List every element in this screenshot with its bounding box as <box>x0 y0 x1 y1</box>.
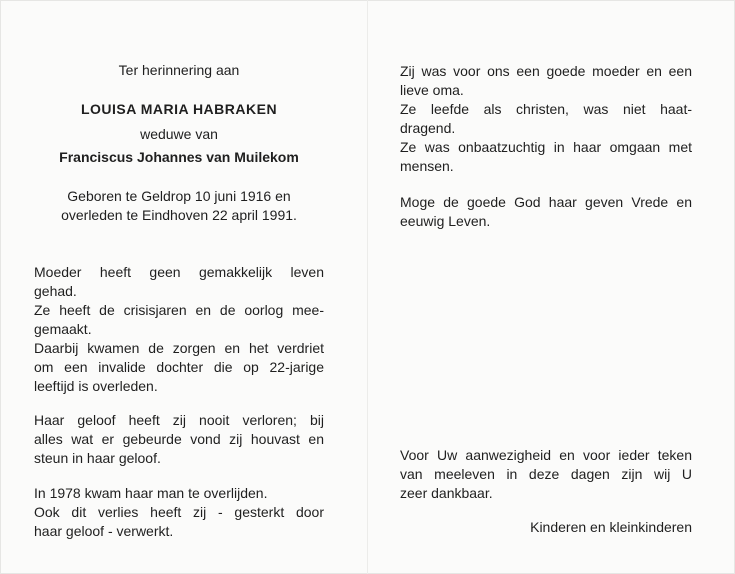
text-line: dragend. <box>400 120 456 136</box>
text-line: van meeleven in deze dagen zijn wij U <box>400 466 692 482</box>
text-line: eeuwig Leven. <box>400 213 491 229</box>
paragraph-thanks <box>400 446 692 503</box>
widow-of-label: weduwe van <box>140 126 218 142</box>
text-line: Moge de goede God haar geven Vrede en <box>400 194 692 210</box>
text-line: Ze heeft de crisisjaren en de oorlog mee- <box>34 302 324 318</box>
birth-line: Geboren te Geldrop 10 juni 1916 en <box>67 188 291 204</box>
card-fold <box>367 0 368 574</box>
signature: Kinderen en kleinkinderen <box>530 519 692 535</box>
paragraph-mother <box>400 62 692 176</box>
text-line: mensen. <box>400 158 454 174</box>
text-line: gehad. <box>34 283 77 299</box>
text-line: steun in haar geloof. <box>34 450 161 466</box>
right-page <box>400 0 692 574</box>
paragraph-faith <box>34 411 324 468</box>
text-line: Ze was onbaatzuchtig in haar omgaan met <box>400 139 692 155</box>
text-line: Voor Uw aanwezigheid en voor ieder teken <box>400 447 692 463</box>
text-line: Zij was voor ons een goede moeder en een <box>400 63 692 79</box>
text-line: Moeder heeft geen gemakkelijk leven <box>34 264 324 280</box>
husband-name: Franciscus Johannes van Muilekom <box>59 149 299 165</box>
text-line: Ze leefde als christen, was niet haat- <box>400 101 692 117</box>
death-line: overleden te Eindhoven 22 april 1991. <box>61 207 297 223</box>
text-line: Haar geloof heeft zij nooit verloren; bij <box>34 412 324 428</box>
text-line: om een invalide dochter die op 22-jarige <box>34 359 324 375</box>
paragraph-prayer <box>400 193 692 231</box>
text-line: leeftijd is overleden. <box>34 378 158 394</box>
left-page <box>34 0 324 574</box>
text-line: zeer dankbaar. <box>400 485 493 501</box>
text-line: alles wat er gebeurde vond zij houvast en <box>34 431 324 447</box>
text-line: haar geloof - verwerkt. <box>34 523 174 539</box>
in-memory-heading: Ter herinnering aan <box>118 62 240 78</box>
text-line: Daarbij kwamen de zorgen en het verdriet <box>34 340 324 356</box>
text-line: In 1978 kwam haar man te overlijden. <box>34 485 268 501</box>
birth-death-dates <box>34 187 324 225</box>
text-line: gemaakt. <box>34 321 92 337</box>
paragraph-life <box>34 263 324 396</box>
text-line: lieve oma. <box>400 82 464 98</box>
deceased-name: LOUISA MARIA HABRAKEN <box>80 101 278 117</box>
text-line: Ook dit verlies heeft zij - gesterkt door <box>34 504 324 520</box>
paragraph-loss <box>34 484 324 541</box>
